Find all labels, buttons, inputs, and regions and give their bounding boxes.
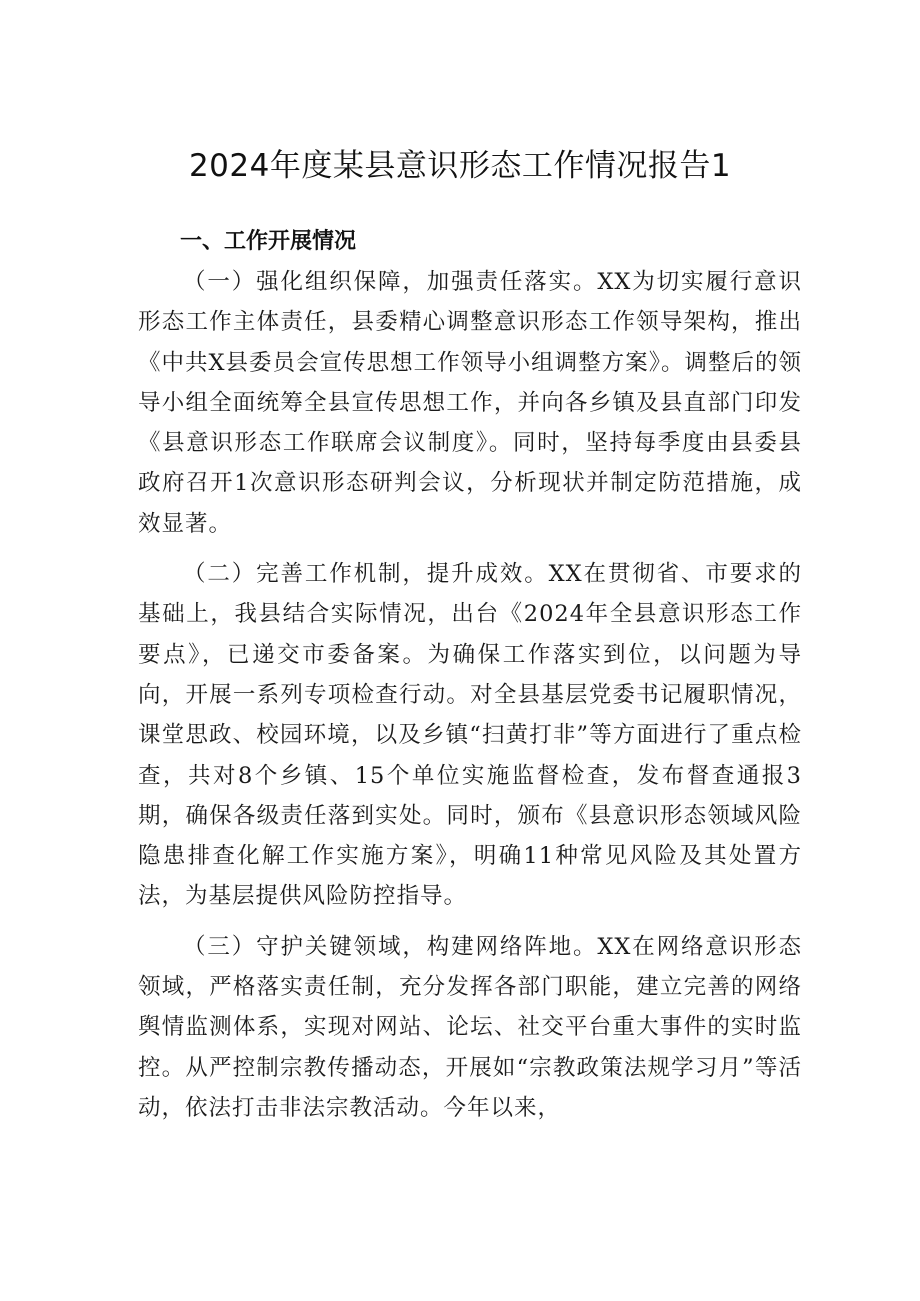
- section-heading: 一、工作开展情况: [180, 229, 357, 254]
- paragraph-3: （三）守护关键领域，构建网络阵地。XX在网络意识形态领域，严格落实责任制，充分发挥各部门职能，建立完善的网络舆情监测体系，实现对网站、论坛、社交平台重大事件的实时监控。从严控制宗教传播动态，开展如“宗教政策法规学习月”等活动，依法打击非法宗教活动。今年以来，: [138, 933, 802, 1121]
- document-title: 2024年度某县意识形态工作情况报告1: [188, 148, 732, 184]
- paragraph-1: （一）强化组织保障，加强责任落实。XX为切实履行意识形态工作主体责任，县委精心调整意识形态工作领导架构，推出《中共X县委员会宣传思想工作领导小组调整方案》。调整后的领导小组全面统筹全县宣传思想工作，并向各乡镇及县直部门印发《县意识形态工作联席会议制度》。同时，坚持每季度由县委县政府召开1次意识形态研判会议，分析现状并制定防范措施，成效显著。: [138, 269, 802, 537]
- document-body: [138, 262, 802, 1128]
- paragraph-2: （二）完善工作机制，提升成效。XX在贯彻省、市要求的基础上，我县结合实际情况，出台《2024年全县意识形态工作要点》，已递交市委备案。为确保工作落实到位，以问题为导向，开展一系列专项检查行动。对全县基层党委书记履职情况，课堂思政、校园环境，以及乡镇“扫黄打非”等方面进行了重点检查，共对8个乡镇、15个单位实施监督检查，发布督查通报3期，确保各级责任落到实处。同时，颁布《县意识形态领域风险隐患排查化解工作实施方案》，明确11种常见风险及其处置方法，为基层提供风险防控指导。: [138, 561, 802, 910]
